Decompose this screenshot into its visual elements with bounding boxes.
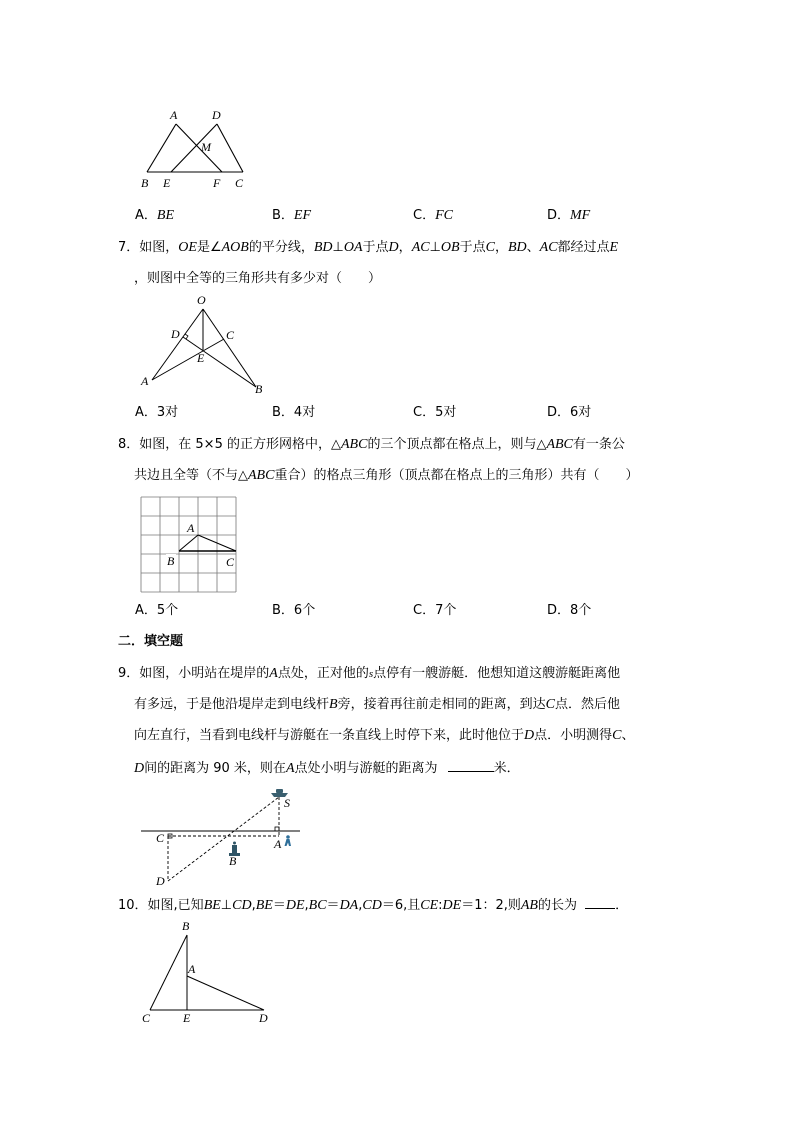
text-span: AC (411, 240, 430, 255)
text-span: 共边且全等（不与△ (134, 468, 248, 483)
text-span: C (156, 831, 165, 845)
text-span: B． (272, 603, 294, 618)
text-span: 有多远，于是他沿堤岸走到电线杆 (134, 697, 330, 712)
text-span: B． (272, 405, 294, 420)
text-span: s (368, 668, 374, 680)
q8-option-a[interactable] (135, 603, 178, 619)
text-span: B (229, 854, 237, 868)
option-key: B． (272, 208, 294, 223)
text-span: D (388, 240, 399, 255)
text-span: 如图,已知 (147, 898, 204, 913)
text-span: BD (313, 240, 333, 255)
text-span: ， (494, 240, 508, 255)
text-span: D (212, 108, 221, 122)
text-span: 点停有一艘游艇．他想知道这艘游艇距离他 (373, 666, 621, 681)
q6-triangles-diagram (135, 104, 260, 192)
text-span: 都经过点 (557, 240, 610, 255)
text-span: , (304, 898, 309, 913)
q7-option-d[interactable] (547, 405, 591, 421)
option-text: EF (293, 208, 312, 223)
text-span: B (182, 919, 190, 933)
text-span: OE (178, 240, 197, 255)
text-span: 8个 (570, 603, 592, 618)
q8-option-d[interactable] (547, 603, 591, 619)
text-span: ， (398, 240, 412, 255)
text-span: 点．小明测得 (534, 728, 613, 743)
text-span: A． (135, 603, 157, 618)
text-span: B (255, 382, 263, 396)
text-span: 8． (118, 437, 140, 452)
text-span: D (134, 761, 145, 776)
text-span: E (183, 1011, 191, 1023)
text-span: ． (615, 898, 629, 913)
text-span: A (285, 761, 295, 776)
text-span: E (163, 176, 171, 190)
text-span: BD (507, 240, 527, 255)
text-span: 有一条公 (572, 437, 625, 452)
text-span: D (259, 1011, 268, 1023)
text-span: D (524, 728, 535, 743)
text-span: AB (520, 898, 538, 913)
text-span: 如图，小明站在堤岸的 (139, 666, 270, 681)
option-key: A． (135, 208, 157, 223)
text-span: 点处，正对他的 (277, 666, 369, 681)
text-span: A (170, 108, 178, 122)
text-span: 向左直行，当看到电线杆与游艇在一条直线上时停下来，此时他位于 (134, 728, 525, 743)
q10-answer-blank[interactable] (585, 896, 615, 909)
q7-stem-line1 (118, 240, 618, 256)
q9-stem-line4 (134, 759, 520, 777)
q10-stem (118, 896, 628, 914)
q6-option-b[interactable] (272, 208, 311, 224)
text-span: 于点 (362, 240, 389, 255)
text-span: 重合）的格点三角形（顶点都在格点上的三角形）共有（ ） (274, 468, 639, 483)
text-span: C (142, 1011, 151, 1023)
text-span: CE (420, 898, 439, 913)
text-span: 是∠ (196, 240, 222, 255)
q9-stem-line3 (134, 728, 635, 744)
q8-option-c[interactable] (413, 603, 456, 619)
text-span: BE (255, 898, 273, 913)
q9-stem-line2 (134, 697, 620, 713)
text-span: A (269, 666, 278, 681)
text-span: AOB (221, 240, 249, 255)
text-span: ＝ (272, 898, 286, 913)
q7-option-b[interactable] (272, 405, 315, 421)
q8-option-b[interactable] (272, 603, 315, 619)
text-span: 7个 (435, 603, 457, 618)
text-span: , (251, 898, 256, 913)
text-span: 的平分线， (248, 240, 314, 255)
text-span: 5个 (156, 603, 179, 618)
q7-option-a[interactable] (135, 405, 178, 421)
section-heading-fill-in-blank: 二．填空题 (118, 634, 184, 649)
text-span: CD (232, 898, 252, 913)
text-span: E (609, 240, 619, 255)
q10-figure (138, 918, 278, 1023)
text-span: A (141, 374, 149, 388)
option-key: D． (547, 208, 571, 223)
text-span: 如图，在 5×5 的正方形网格中，△ (139, 437, 341, 452)
text-span: C (545, 697, 555, 712)
text-span: 的三个顶点都在格点上，则与△ (367, 437, 547, 452)
q9-stem-line1 (118, 666, 620, 682)
text-span: C． (413, 603, 436, 618)
text-span: 点处小明与游艇的距离为 (294, 761, 438, 776)
text-span: ABC (340, 437, 368, 452)
text-span: A (188, 962, 196, 976)
text-span: D (156, 874, 165, 888)
q7-angle-bisector-diagram (133, 292, 268, 397)
q9-answer-blank[interactable] (448, 759, 494, 772)
text-span: F (213, 176, 221, 190)
text-span: BC (308, 898, 327, 913)
option-text: BE (156, 208, 175, 223)
text-span: M (201, 140, 211, 154)
text-span: B (167, 554, 175, 568)
text-span: ＝1：2,则 (461, 898, 521, 913)
text-span: ABC (546, 437, 573, 452)
text-span: 、 (621, 728, 635, 743)
text-span: 米． (493, 761, 520, 776)
q6-figure (135, 104, 260, 192)
option-text: FC (435, 208, 453, 223)
q10-triangles-diagram (138, 918, 278, 1023)
q8-figure (138, 494, 243, 594)
text-span: S (284, 796, 290, 810)
text-span: 6个 (293, 603, 316, 618)
q9-figure (138, 783, 308, 888)
text-span: DE (285, 898, 305, 913)
text-span: 如图， (139, 240, 179, 255)
q6-option-d[interactable] (547, 208, 590, 224)
text-span: C (226, 328, 235, 342)
person-icon (285, 835, 292, 846)
text-span: OB (440, 240, 460, 255)
text-span: D． (547, 405, 571, 420)
text-span: C (226, 555, 235, 569)
text-span: 10． (118, 898, 148, 913)
text-span: ABC (248, 468, 275, 483)
text-span: D (171, 327, 180, 341)
text-span: C (612, 728, 622, 743)
text-span: ⊥ (429, 240, 441, 255)
text-span: BE (203, 898, 221, 913)
text-span: CD (362, 898, 382, 913)
q8-stem-line2 (134, 468, 638, 484)
text-span: ⊥ (220, 898, 233, 913)
text-span: DA (339, 898, 359, 913)
option-key: C． (413, 208, 436, 223)
q8-stem-line1 (118, 437, 625, 453)
text-span: 6对 (570, 405, 592, 420)
text-span: A． (135, 405, 157, 420)
text-span: 于点 (459, 240, 486, 255)
option-text: MF (570, 208, 591, 223)
text-span: 、 (526, 240, 540, 255)
q8-grid-diagram (138, 494, 243, 594)
text-span: A (187, 521, 195, 535)
text-span: AC (539, 240, 558, 255)
text-span: 3对 (156, 405, 179, 420)
text-span: C (235, 176, 244, 190)
text-span: O (197, 293, 206, 307)
text-span: 旁，接着再往前走相同的距离，到达 (337, 697, 546, 712)
q7-stem-line2: ，则图中全等的三角形共有多少对（ ） (134, 271, 382, 286)
q7-option-c[interactable] (413, 405, 456, 421)
text-span: E (197, 351, 205, 365)
q9-riverbank-diagram (138, 783, 308, 888)
text-span: B (141, 176, 149, 190)
text-span: 间的距离为 90 米，则在 (144, 761, 286, 776)
text-span: D． (547, 603, 571, 618)
text-span: 9． (118, 666, 140, 681)
text-span: OA (343, 240, 363, 255)
text-span: 点．然后他 (554, 697, 620, 712)
text-span: 4对 (293, 405, 316, 420)
q6-option-c[interactable] (413, 208, 453, 224)
text-span: , (358, 898, 363, 913)
text-span: : (438, 898, 443, 913)
q6-option-a[interactable] (135, 208, 174, 224)
text-span: 的长为 (537, 898, 577, 913)
text-span: C (485, 240, 495, 255)
text-span: ⊥ (332, 240, 344, 255)
text-span: ＝ (326, 898, 340, 913)
text-span: 5对 (435, 405, 457, 420)
text-span: A (274, 837, 282, 851)
q7-figure (133, 292, 268, 397)
text-span: ＝6,且 (381, 898, 421, 913)
text-span: B (329, 697, 338, 712)
text-span: DE (442, 898, 462, 913)
text-span: 7． (118, 240, 140, 255)
text-span: C． (413, 405, 436, 420)
